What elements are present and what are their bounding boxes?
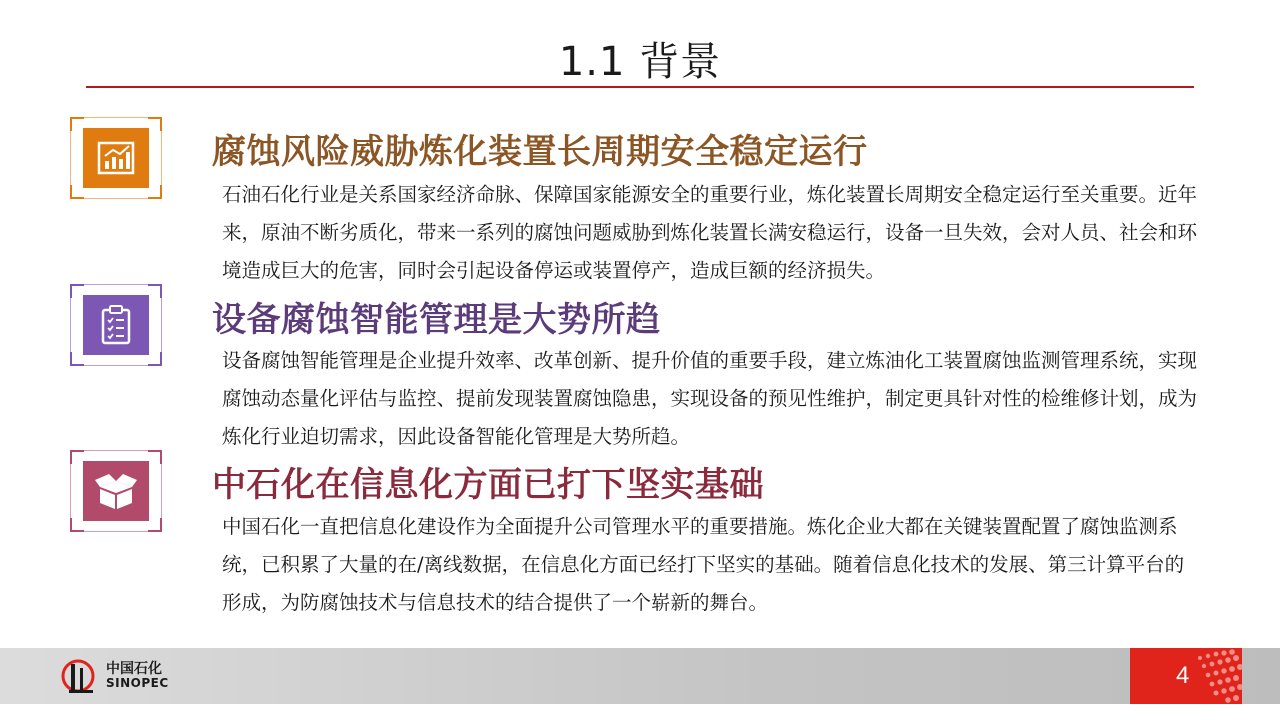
section-2-body: 设备腐蚀智能管理是企业提升效率、改革创新、提升价值的重要手段，建立炼油化工装置腐蚀监测管理系统，实现腐蚀动态量化评估与监控、提前发现装置腐蚀隐患，实现设备的预见性维护，制定更具针对性的检维修计划，成为炼化行业迫切需求，因此设备智能化管理是大势所趋。 — [222, 349, 1198, 448]
section-3-body: 中国石化一直把信息化建设作为全面提升公司管理水平的重要措施。炼化企业大都在关键装置配置了腐蚀监测系统，已积累了大量的在/离线数据，在信息化方面已经打下坚实的基础。随着信息化技术的发展、第三计算平台的形成，为防腐蚀技术与信息技术的结合提供了一个崭新的舞台。 — [222, 515, 1185, 614]
section-2-icon-frame — [70, 284, 162, 366]
sinopec-emblem-icon — [60, 656, 100, 696]
page-number: 4 — [1176, 662, 1190, 689]
section-3-icon-frame — [70, 450, 162, 532]
page-title: 1.1 背景 — [558, 39, 722, 85]
bar-chart-icon — [83, 128, 149, 188]
section-1-icon-frame — [70, 117, 162, 199]
section-3-heading: 中石化在信息化方面已打下坚实基础 — [212, 465, 764, 505]
section-1-body: 石油石化行业是关系国家经济命脉、保障国家能源安全的重要行业，炼化装置长周期安全稳定运行至关重要。近年来，原油不断劣质化，带来一系列的腐蚀问题威胁到炼化装置长满安稳运行，设备一旦失效，会对人员、社会和环境造成巨大的危害，同时会引起设备停运或装置停产，造成巨额的经济损失。 — [222, 183, 1198, 282]
clipboard-icon — [83, 295, 149, 355]
title-divider — [86, 86, 1194, 88]
section-2-heading: 设备腐蚀智能管理是大势所趋 — [212, 300, 661, 340]
open-box-icon — [83, 461, 149, 521]
sinopec-logo — [60, 656, 169, 696]
section-1-heading: 腐蚀风险威胁炼化装置长周期安全稳定运行 — [212, 132, 868, 172]
footer-band — [0, 648, 1280, 704]
logo-chinese-name: 中国石化 — [106, 660, 162, 677]
logo-english-name: SINOPEC — [106, 676, 169, 691]
